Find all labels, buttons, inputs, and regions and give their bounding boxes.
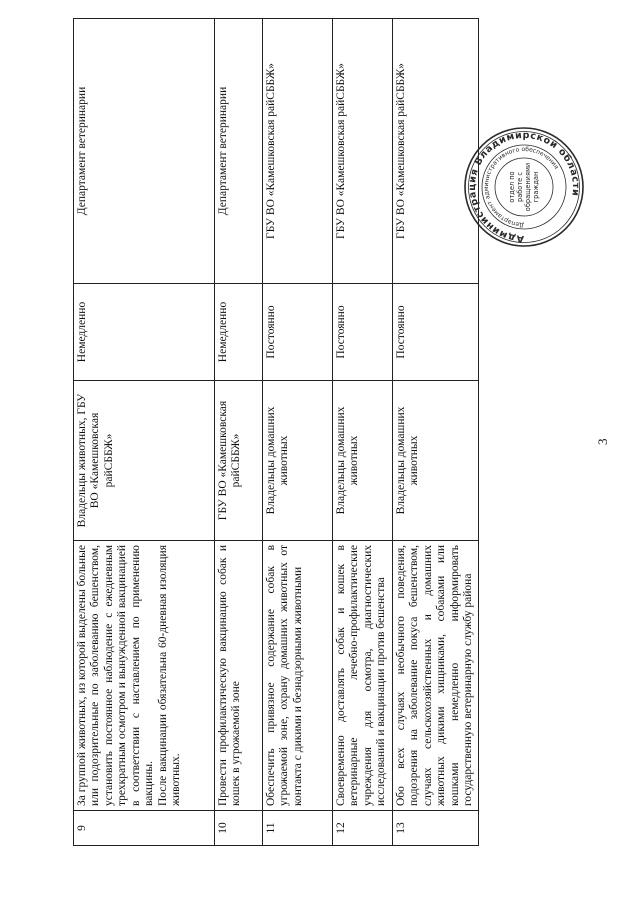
executors-cell: Владельцы домашних животных [333, 381, 393, 541]
page-number: 3 [595, 438, 610, 445]
measure-paragraph: Обеспечить привязное содержание собак в угрожаемой зоне, охрану домашних животных от контакта с дикими и безнадзорными животными [265, 545, 304, 806]
table-row [333, 19, 393, 846]
seal-center-line: обращениями [524, 162, 532, 212]
measure-description [263, 541, 333, 811]
executors-cell: Владельцы домашних животных [263, 381, 333, 541]
measures-table-body [74, 19, 479, 846]
seal-inner-text: Департамент административного обеспечения [482, 145, 560, 229]
seal-center-line: работе с [516, 172, 524, 202]
table-row [263, 19, 333, 846]
seal-center-text [508, 163, 540, 211]
measure-description [393, 541, 479, 811]
row-number: 9 [74, 811, 215, 846]
row-number: 12 [333, 811, 393, 846]
round-seal-icon [462, 125, 586, 249]
seal-center-line: граждан [532, 171, 540, 203]
measure-paragraph: Обо всех случаях необычного поведения, подозрения на заболевание покуса бешенством, случаях сельскохозяйственных и домашних животных дикими хищниками, собаками или кошками немедленно информировать государственную ветеринарную службу района [395, 545, 475, 806]
responsible-cell: ГБУ ВО «Камешковская райСББЖ» [393, 19, 479, 284]
measure-description [215, 541, 263, 811]
term-cell: Немедленно [215, 284, 263, 381]
responsible-cell: Департамент ветеринарии [215, 19, 263, 284]
measure-description [74, 541, 215, 811]
executors-cell: Владельцы домашних животных [393, 381, 479, 541]
measure-paragraph: После вакцинации обязательна 60-дневная изоляция животных. [156, 545, 183, 806]
measures-table [73, 18, 479, 846]
row-number: 11 [263, 811, 333, 846]
table-row [74, 19, 215, 846]
term-cell: Немедленно [74, 284, 215, 381]
term-cell: Постоянно [393, 284, 479, 381]
executors-cell: Владельцы животных, ГБУ ВО «Камешковская райСББЖ» [74, 381, 215, 541]
measure-paragraph: Провести профилактическую вакцинацию собак и кошек в угрожаемой зоне [217, 545, 243, 806]
term-cell: Постоянно [333, 284, 393, 381]
measure-paragraph: Своевременно доставлять собак и кошек в ветеринарные лечебно-профилактические учреждения для осмотра, диагностических исследований и вакцинации против бешенства [335, 545, 388, 806]
responsible-cell: Департамент ветеринарии [74, 19, 215, 284]
measure-description [333, 541, 393, 811]
responsible-cell: ГБУ ВО «Камешковская райСББЖ» [333, 19, 393, 284]
row-number: 10 [215, 811, 263, 846]
row-number: 13 [393, 811, 479, 846]
executors-cell: ГБУ ВО «Камешковская райСББЖ» [215, 381, 263, 541]
responsible-cell: ГБУ ВО «Камешковская райСББЖ» [263, 19, 333, 284]
seal-center-line: отдел по [508, 171, 516, 203]
table-row [215, 19, 263, 846]
measure-paragraph: За группой животных, из которой выделены больные или подозрительные по заболеванию бешенством, установить постоянное наблюдение с ежедневным трехкратным осмотром и вынужденной вакцинацией в соответствии с наставлением по применению вакцины. [76, 545, 156, 806]
seal-outer-text: Администрация Владимирской области [466, 129, 582, 245]
term-cell: Постоянно [263, 284, 333, 381]
